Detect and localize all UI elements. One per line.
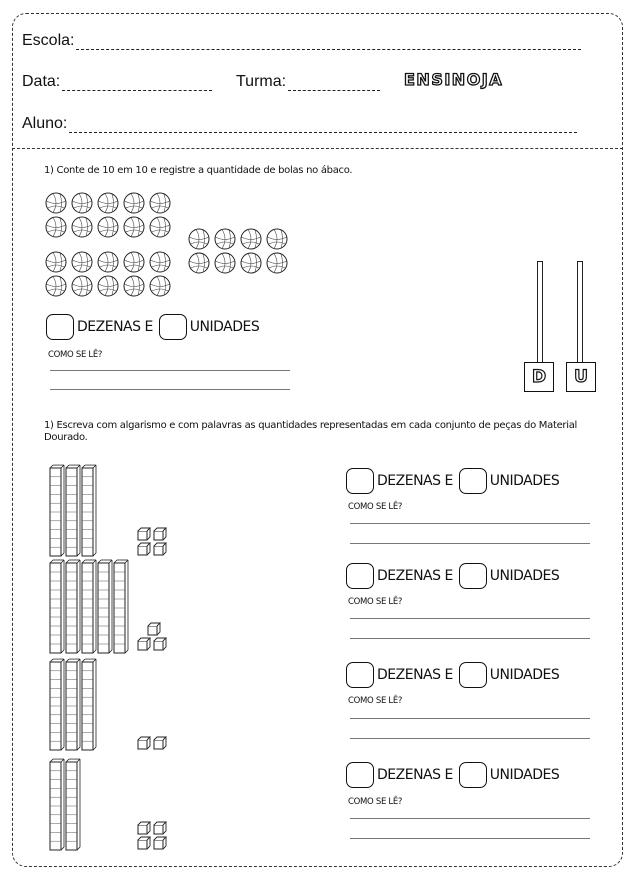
ten-rod: [50, 465, 64, 556]
q2-set1-answer-row: [346, 468, 565, 494]
material-set-1: [50, 465, 166, 556]
q1-como-se-le: COMO SE LÊ?: [48, 350, 103, 360]
unit-cube: [138, 822, 150, 834]
ten-rod: [66, 659, 80, 750]
q2-set2-dezenas-box[interactable]: [346, 563, 374, 589]
group-a-ball: [150, 193, 170, 213]
ten-rod: [50, 560, 64, 653]
material-set-2: [50, 560, 166, 653]
abacus-rod-dezenas: [537, 261, 543, 362]
q2-set2-line-1[interactable]: [350, 618, 590, 619]
ten-rod: [82, 465, 96, 556]
q2-set2-unidades-box[interactable]: [459, 563, 487, 589]
q2-set4-dezenas-label: DEZENAS E: [377, 767, 453, 783]
group-a-ball: [150, 217, 170, 237]
group-a-ball: [124, 217, 144, 237]
question1-text: 1) Conte de 10 em 10 e registre a quantidade de bolas no ábaco.: [44, 165, 353, 176]
group-c-ball: [241, 253, 261, 273]
group-a-ball: [124, 193, 144, 213]
q1-unidades-box[interactable]: [159, 314, 187, 340]
group-c-ball: [189, 229, 209, 249]
unit-cube: [154, 837, 166, 849]
unit-cube: [154, 822, 166, 834]
unit-cube: [138, 837, 150, 849]
q2-set4-unidades-label: UNIDADES: [489, 767, 560, 783]
turma-label: Turma:: [236, 73, 287, 90]
ten-rod: [82, 560, 96, 653]
unit-cube: [154, 638, 166, 650]
q2-set1-dezenas-label: DEZENAS E: [377, 473, 453, 489]
group-b-ball: [46, 252, 66, 272]
q2-set3-line-2[interactable]: [350, 738, 590, 739]
ten-rod: [98, 560, 112, 653]
q2-set4-line-2[interactable]: [350, 838, 590, 839]
q2-set1-unidades-box[interactable]: [459, 468, 487, 494]
group-c-ball: [215, 253, 235, 273]
q1-unidades-label: UNIDADES: [189, 319, 260, 335]
abacus-box-dezenas: D: [524, 362, 554, 392]
ten-rod: [50, 659, 64, 750]
q2-set1-line-1[interactable]: [350, 523, 590, 524]
q2-set4-dezenas-box[interactable]: [346, 762, 374, 788]
q1-dezenas-label: DEZENAS E: [77, 319, 153, 335]
q2-set3-unidades-box[interactable]: [459, 662, 487, 688]
group-c-ball: [215, 229, 235, 249]
q1-writing-line-1[interactable]: [50, 370, 290, 371]
material-set-4: [50, 759, 166, 850]
group-b-ball: [150, 276, 170, 296]
group-b-ball: [150, 252, 170, 272]
balls-group-b: [46, 252, 170, 296]
data-label: Data:: [22, 73, 61, 90]
logo: ENSINOJA: [404, 70, 504, 89]
unit-cube: [138, 528, 150, 540]
q2-set2-unidades-label: UNIDADES: [489, 568, 560, 584]
q2-set3-dezenas-box[interactable]: [346, 662, 374, 688]
group-b-ball: [98, 276, 118, 296]
q2-set3-unidades-label: UNIDADES: [489, 667, 560, 683]
q2-set4-answer-row: [346, 762, 565, 788]
group-a-ball: [46, 193, 66, 213]
group-a-ball: [72, 217, 92, 237]
q2-set3-dezenas-label: DEZENAS E: [377, 667, 453, 683]
unit-cube: [154, 543, 166, 555]
aluno-label: Aluno:: [22, 115, 68, 132]
abacus-rod-unidades: [577, 261, 583, 362]
group-c-ball: [267, 229, 287, 249]
q2-set2-answer-row: [346, 563, 565, 589]
material-set-3: [50, 659, 166, 750]
unit-cube: [148, 623, 160, 635]
group-b-ball: [72, 252, 92, 272]
group-c-ball: [241, 229, 261, 249]
q2-set4-como-se-le: COMO SE LÊ?: [348, 797, 403, 807]
unit-cube: [154, 528, 166, 540]
question2-text-line1: 1) Escreva com algarismo e com palavras as quantidades representadas em cada conjunto de peças do Material: [44, 420, 578, 431]
material-dourado-sets: [50, 465, 166, 850]
q1-writing-line-2[interactable]: [50, 389, 290, 390]
group-c-ball: [189, 253, 209, 273]
question2-text-line2: Dourado.: [44, 432, 88, 443]
ten-rod: [66, 465, 80, 556]
q2-set1-dezenas-box[interactable]: [346, 468, 374, 494]
q2-set2-dezenas-label: DEZENAS E: [377, 568, 453, 584]
q2-set4-line-1[interactable]: [350, 818, 590, 819]
ten-rod: [66, 759, 80, 850]
unit-cube: [138, 737, 150, 749]
unit-cube: [154, 737, 166, 749]
q2-set3-answer-row: [346, 662, 565, 688]
ten-rod: [82, 659, 96, 750]
group-b-ball: [124, 276, 144, 296]
q2-set3-como-se-le: COMO SE LÊ?: [348, 696, 403, 706]
balls-group-a: [46, 193, 170, 237]
q1-answer-row: [46, 314, 265, 340]
q2-set1-como-se-le: COMO SE LÊ?: [348, 502, 403, 512]
group-b-ball: [46, 276, 66, 296]
q2-set3-line-1[interactable]: [350, 718, 590, 719]
q1-dezenas-box[interactable]: [46, 314, 74, 340]
unit-cube: [138, 543, 150, 555]
ten-rod: [66, 560, 80, 653]
group-b-ball: [72, 276, 92, 296]
group-a-ball: [72, 193, 92, 213]
escola-label: Escola:: [22, 32, 75, 49]
group-a-ball: [98, 193, 118, 213]
q2-set1-unidades-label: UNIDADES: [489, 473, 560, 489]
q2-set4-unidades-box[interactable]: [459, 762, 487, 788]
balls-group-c: [189, 229, 287, 273]
ten-rod: [50, 759, 64, 850]
group-b-ball: [124, 252, 144, 272]
group-b-ball: [98, 252, 118, 272]
group-a-ball: [98, 217, 118, 237]
abacus-box-unidades: U: [566, 362, 596, 392]
q2-set1-line-2[interactable]: [350, 543, 590, 544]
q2-set2-line-2[interactable]: [350, 638, 590, 639]
q2-set2-como-se-le: COMO SE LÊ?: [348, 597, 403, 607]
group-a-ball: [46, 217, 66, 237]
unit-cube: [138, 638, 150, 650]
group-c-ball: [267, 253, 287, 273]
ten-rod: [114, 560, 128, 653]
